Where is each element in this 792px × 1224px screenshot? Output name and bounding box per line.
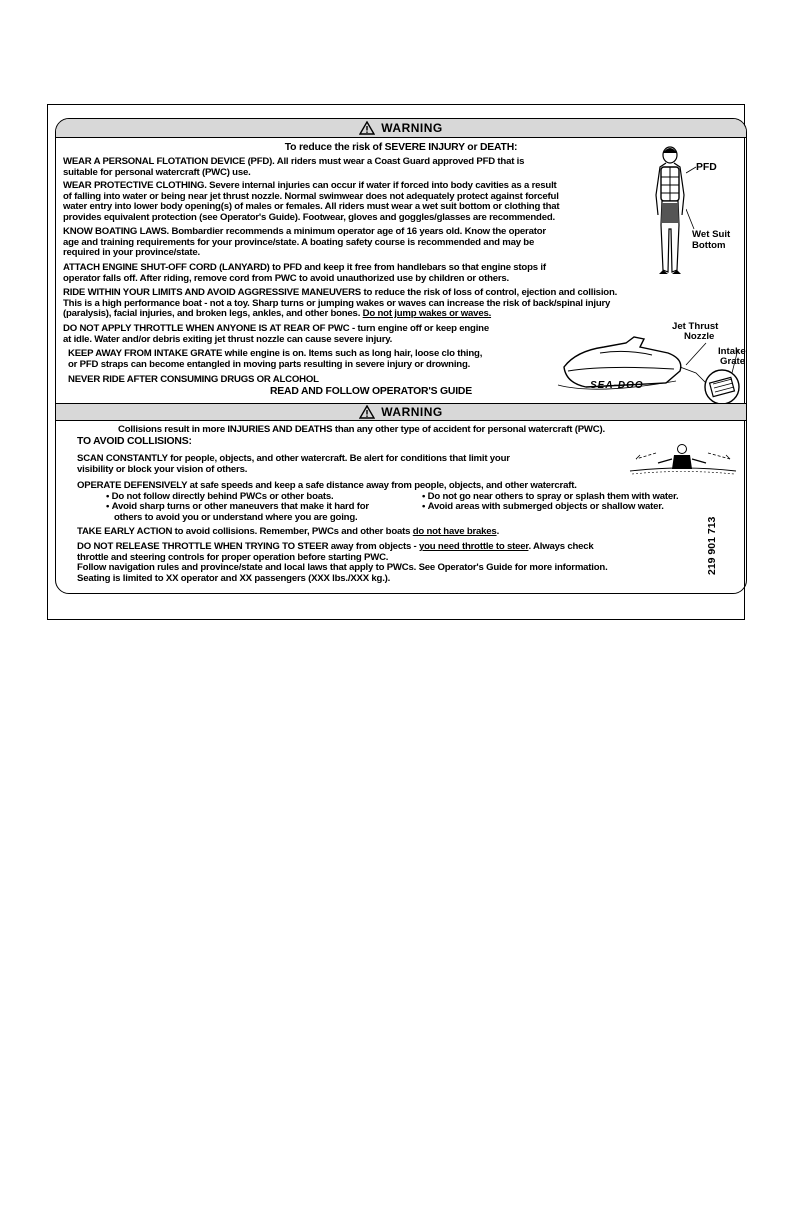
- operate-heading: OPERATE DEFENSIVELY: [77, 480, 188, 491]
- pfd-text: All riders must wear a Coast Guard approved PFD that is: [274, 156, 525, 167]
- intake-grate-label-1: Intake: [718, 346, 746, 357]
- release-line-2: throttle and steering controls for proper operation before starting PWC.: [77, 551, 389, 563]
- bullet-left-2: • Avoid sharp turns or other maneuvers that make it hard for: [106, 501, 369, 512]
- cord-heading: ATTACH ENGINE SHUT-OFF CORD (LANYARD): [63, 262, 270, 273]
- warning-decal: [55, 118, 747, 594]
- grate-heading: KEEP AWAY FROM INTAKE GRATE: [68, 348, 223, 359]
- bullet-right-1-text: Do not go near others to spray or splash them with water.: [427, 490, 679, 502]
- laws-text: Bombardier recommends a minimum operator age of 16 years old. Know the operator: [169, 226, 546, 237]
- jet-thrust-label-1: Jet Thrust: [672, 321, 719, 332]
- bullet-left-1: • Do not follow directly behind PWCs or other boats.: [106, 490, 334, 502]
- grate-line-1: [68, 349, 482, 359]
- laws-line-3: required in your province/state.: [63, 247, 201, 258]
- bullet-left-3: others to avoid you or understand where you are going.: [114, 511, 358, 523]
- throttle-line-2: at idle. Water and/or debris exiting jet thrust nozzle can cause severe injury.: [63, 333, 393, 345]
- drugs-warning: NEVER RIDE AFTER CONSUMING DRUGS OR ALCOHOL: [68, 374, 319, 385]
- collisions-intro: Collisions result in more INJURIES AND DEATHS than any other type of accident for personal watercraft (PWC).: [118, 424, 605, 435]
- clothing-line-2: of falling into water or being near jet thrust nozzle. Normal swimwear does not adequately protect against forceful: [63, 190, 559, 202]
- wetsuit-label-2: Bottom: [692, 240, 726, 251]
- pfd-line-1: [63, 157, 524, 167]
- follow-line-2: Seating is limited to XX operator and XX passengers (XXX lbs./XXX kg.).: [77, 572, 391, 584]
- follow-line-1: Follow navigation rules and province/state and local laws that apply to PWCs. See Operator's Guide for more information.: [77, 562, 608, 573]
- intake-grate-label-2: Grate: [720, 356, 746, 367]
- limits-text-3: (paralysis), facial injuries, and broken legs, ankles, and other bones.: [63, 308, 363, 319]
- early-action-line: [77, 527, 499, 537]
- warning-header-text: WARNING: [381, 121, 443, 135]
- release-heading: DO NOT RELEASE THROTTLE WHEN TRYING TO STEER: [77, 541, 329, 552]
- laws-heading: KNOW BOATING LAWS.: [63, 226, 170, 237]
- grate-line-2: or PFD straps can become entangled in moving parts resulting in severe injury or drowning.: [68, 358, 471, 370]
- warning-triangle-icon: [359, 121, 375, 135]
- throttle-heading: DO NOT APPLY THROTTLE WHEN ANYONE IS AT REAR OF PWC: [63, 323, 350, 334]
- bullet-left-2-text: Avoid sharp turns or other maneuvers that make it hard for: [111, 501, 369, 512]
- warning2-header-text: WARNING: [381, 405, 443, 419]
- cord-text: to PFD and keep it free from handlebars so that engine stops if: [269, 262, 546, 273]
- throttle-to-steer-warning: you need throttle to steer: [419, 541, 529, 552]
- throttle-line-1: [63, 324, 489, 334]
- early-action-heading: TAKE EARLY ACTION: [77, 526, 173, 537]
- read-guide: READ AND FOLLOW OPERATOR'S GUIDE: [270, 386, 472, 397]
- early-action-end: .: [496, 526, 500, 537]
- grate-text: while engine is on. Items such as long hair, loose clo thing,: [222, 348, 483, 359]
- pwc-illustration: [556, 329, 746, 407]
- rider-scanning-illustration: [628, 443, 738, 477]
- limits-line-2: This is a high performance boat - not a toy. Sharp turns or jumping wakes or waves can increase the risk of back/spinal injury: [63, 297, 611, 309]
- scan-heading: SCAN CONSTANTLY: [77, 453, 168, 464]
- release-text: away from objects -: [328, 541, 420, 552]
- part-number: 219 901 713: [706, 516, 718, 575]
- clothing-line-3: water entry into lower body opening(s) of males or females. All riders must wear a wet suit bottom or clothing that: [63, 201, 560, 212]
- early-action-text: to avoid collisions. Remember, PWCs and other boats: [172, 526, 413, 537]
- limits-heading: RIDE WITHIN YOUR LIMITS AND AVOID AGGRESSIVE MANEUVERS: [63, 287, 361, 298]
- no-brakes-warning: do not have brakes: [412, 526, 497, 537]
- bullet-left-1-text: Do not follow directly behind PWCs or other boats.: [111, 490, 334, 502]
- avoid-collisions-heading: TO AVOID COLLISIONS:: [77, 436, 192, 447]
- clothing-text: Severe internal injuries can occur if water if forced into body cavities as a result: [206, 180, 557, 191]
- cord-line-1: [63, 263, 546, 273]
- cord-line-2: operator falls off. After riding, remove cord from PWC to avoid unauthorized use by children or others.: [63, 272, 509, 284]
- warning-header: [56, 119, 746, 137]
- limits-line-3: [63, 309, 491, 319]
- jet-thrust-label-2: Nozzle: [684, 331, 715, 342]
- throttle-text: - turn engine off or keep engine: [349, 323, 489, 334]
- scan-line-1: [77, 454, 510, 464]
- warning2-header: [56, 403, 746, 421]
- no-jump-warning: Do not jump wakes or waves.: [362, 308, 492, 319]
- limits-line-1: [63, 288, 617, 298]
- clothing-heading: WEAR PROTECTIVE CLOTHING.: [63, 180, 207, 191]
- pfd-label: PFD: [696, 162, 717, 173]
- release-line-1: [77, 542, 594, 552]
- bullet-right-2: • Avoid areas with submerged objects or shallow water.: [422, 501, 664, 512]
- release-text-end: . Always check: [528, 541, 594, 552]
- limits-text: to reduce the risk of loss of control, ejection and collision.: [361, 287, 618, 298]
- sea-doo-logo: SEA-DOO: [590, 380, 644, 391]
- warning-subtitle: To reduce the risk of SEVERE INJURY or DEATH:: [284, 142, 518, 153]
- warning-triangle-icon: [359, 405, 375, 419]
- operate-text: at safe speeds and keep a safe distance away from people, objects, and other watercraft.: [187, 480, 577, 491]
- pfd-line-2: suitable for personal watercraft (PWC) use.: [63, 166, 251, 178]
- wetsuit-label-1: Wet Suit: [692, 229, 731, 240]
- pfd-heading: WEAR A PERSONAL FLOTATION DEVICE (PFD).: [63, 156, 275, 167]
- scan-text: for people, objects, and other watercraft. Be alert for conditions that limit your: [167, 453, 510, 464]
- clothing-line-1: [63, 181, 557, 191]
- laws-line-1: [63, 227, 546, 237]
- clothing-line-4: provides equivalent protection (see Operator's Guide). Footwear, gloves and goggles/glasses are recommended.: [63, 211, 555, 223]
- bullet-right-1: • Do not go near others to spray or splash them with water.: [422, 490, 679, 502]
- scan-line-2: visibility or block your vision of others.: [77, 463, 248, 475]
- laws-line-2: age and training requirements for your province/state. A boating safety course is recommended and may be: [63, 236, 535, 248]
- bullet-right-2-text: Avoid areas with submerged objects or shallow water.: [427, 501, 664, 512]
